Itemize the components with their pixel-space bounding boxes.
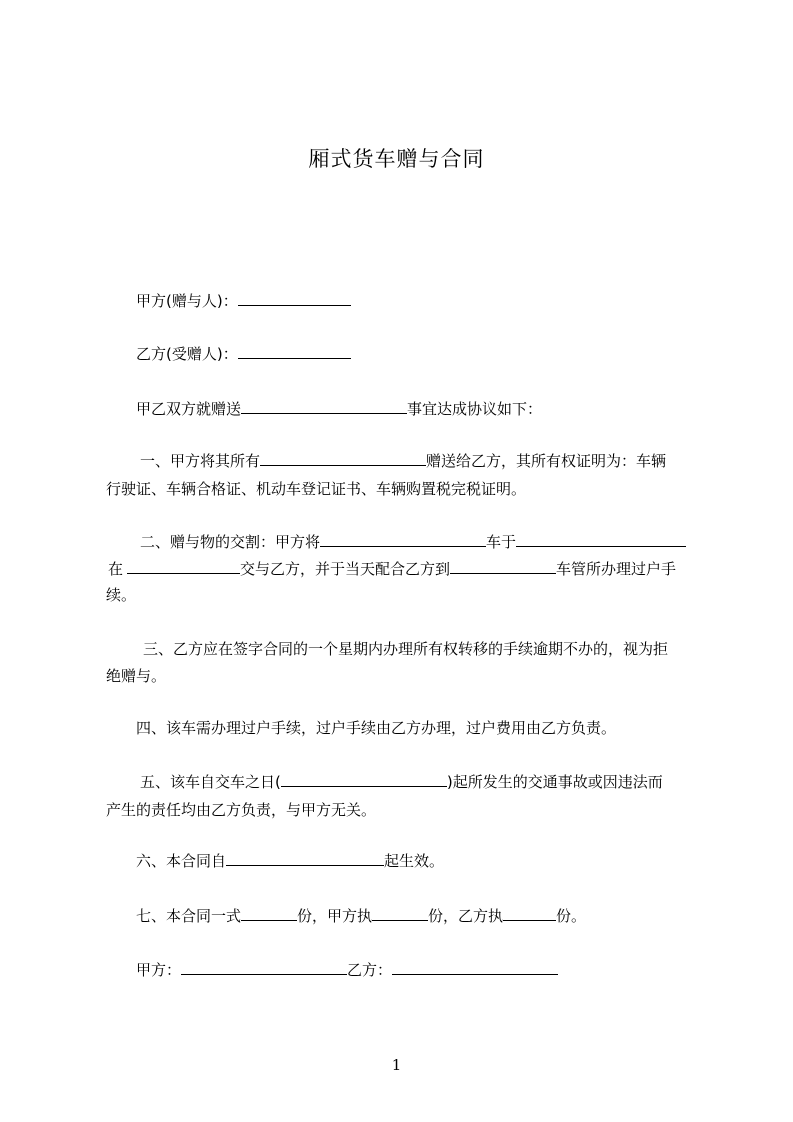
clause-7-b: 份，甲方执 xyxy=(297,907,373,925)
clause-5-suffix: )起所发生的交通事故或因违法而 xyxy=(446,773,663,791)
clause-2-mid: 车于 xyxy=(486,533,517,551)
clause-6-prefix: 六、本合同自 xyxy=(136,852,227,870)
clause-5-line-1 xyxy=(140,772,663,792)
clause-2-at: 在 xyxy=(108,560,124,578)
clause-2-line-1 xyxy=(140,532,686,552)
clause-2-blank-place xyxy=(127,559,240,574)
clause-2-line-2 xyxy=(108,559,676,579)
clause-5-blank xyxy=(281,772,447,787)
clause-2-blank-office xyxy=(450,559,556,574)
party-a-line xyxy=(136,291,351,311)
party-b-label: 乙方(受赠人)： xyxy=(136,345,238,363)
clause-1-line-2: 行驶证、车辆合格证、机动车登记证书、车辆购置税完税证明。 xyxy=(106,480,527,498)
page-number: 1 xyxy=(391,1056,402,1074)
clause-2-line-3: 续。 xyxy=(106,586,137,604)
signature-a-label: 甲方： xyxy=(136,961,182,979)
intro-blank xyxy=(241,399,407,414)
clause-7-blank-party-b xyxy=(503,906,556,921)
intro-line xyxy=(136,399,542,419)
clause-2-blank-vehicle xyxy=(320,532,486,547)
clause-2-handover: 交与乙方，并于当天配合乙方到 xyxy=(240,560,451,578)
clause-7-a: 七、本合同一式 xyxy=(136,907,242,925)
party-b-line xyxy=(136,344,351,364)
signature-b-label: 乙方： xyxy=(347,961,393,979)
clause-7-line xyxy=(136,906,586,926)
clause-6-line xyxy=(136,851,444,871)
clause-1-suffix: 赠送给乙方，其所有权证明为：车辆 xyxy=(426,452,667,470)
intro-suffix: 事宜达成协议如下： xyxy=(407,400,543,418)
clause-6-blank xyxy=(226,851,384,866)
clause-7-blank-total xyxy=(241,906,297,921)
clause-5-prefix: 五、该车自交车之日( xyxy=(140,773,281,791)
clause-6-suffix: 起生效。 xyxy=(384,852,445,870)
clause-3-line-2: 绝赠与。 xyxy=(106,667,167,685)
clause-4-line: 四、该车需办理过户手续，过户手续由乙方办理，过户费用由乙方负责。 xyxy=(136,719,617,737)
clause-2-prefix: 二、赠与物的交割：甲方将 xyxy=(140,533,321,551)
clause-2-blank-date xyxy=(516,532,686,547)
signature-line xyxy=(136,960,558,980)
signature-b-blank xyxy=(392,960,558,975)
party-b-blank xyxy=(238,344,351,359)
clause-2-transfer: 车管所办理过户手 xyxy=(556,560,677,578)
party-a-blank xyxy=(238,291,351,306)
clause-1-prefix: 一、甲方将其所有 xyxy=(140,452,261,470)
clause-5-line-2: 产生的责任均由乙方负责，与甲方无关。 xyxy=(106,801,377,819)
clause-7-d: 份。 xyxy=(556,907,587,925)
signature-a-blank xyxy=(181,960,347,975)
party-a-label: 甲方(赠与人)： xyxy=(136,292,238,310)
clause-7-blank-party-a xyxy=(372,906,428,921)
clause-3-line-1: 三、乙方应在签字合同的一个星期内办理所有权转移的手续逾期不办的，视为拒 xyxy=(143,640,669,658)
intro-prefix: 甲乙双方就赠送 xyxy=(136,400,242,418)
clause-1-line-1 xyxy=(140,451,666,471)
clause-7-c: 份，乙方执 xyxy=(428,907,504,925)
document-title: 厢式货车赠与合同 xyxy=(308,147,485,171)
clause-1-blank xyxy=(260,451,426,466)
